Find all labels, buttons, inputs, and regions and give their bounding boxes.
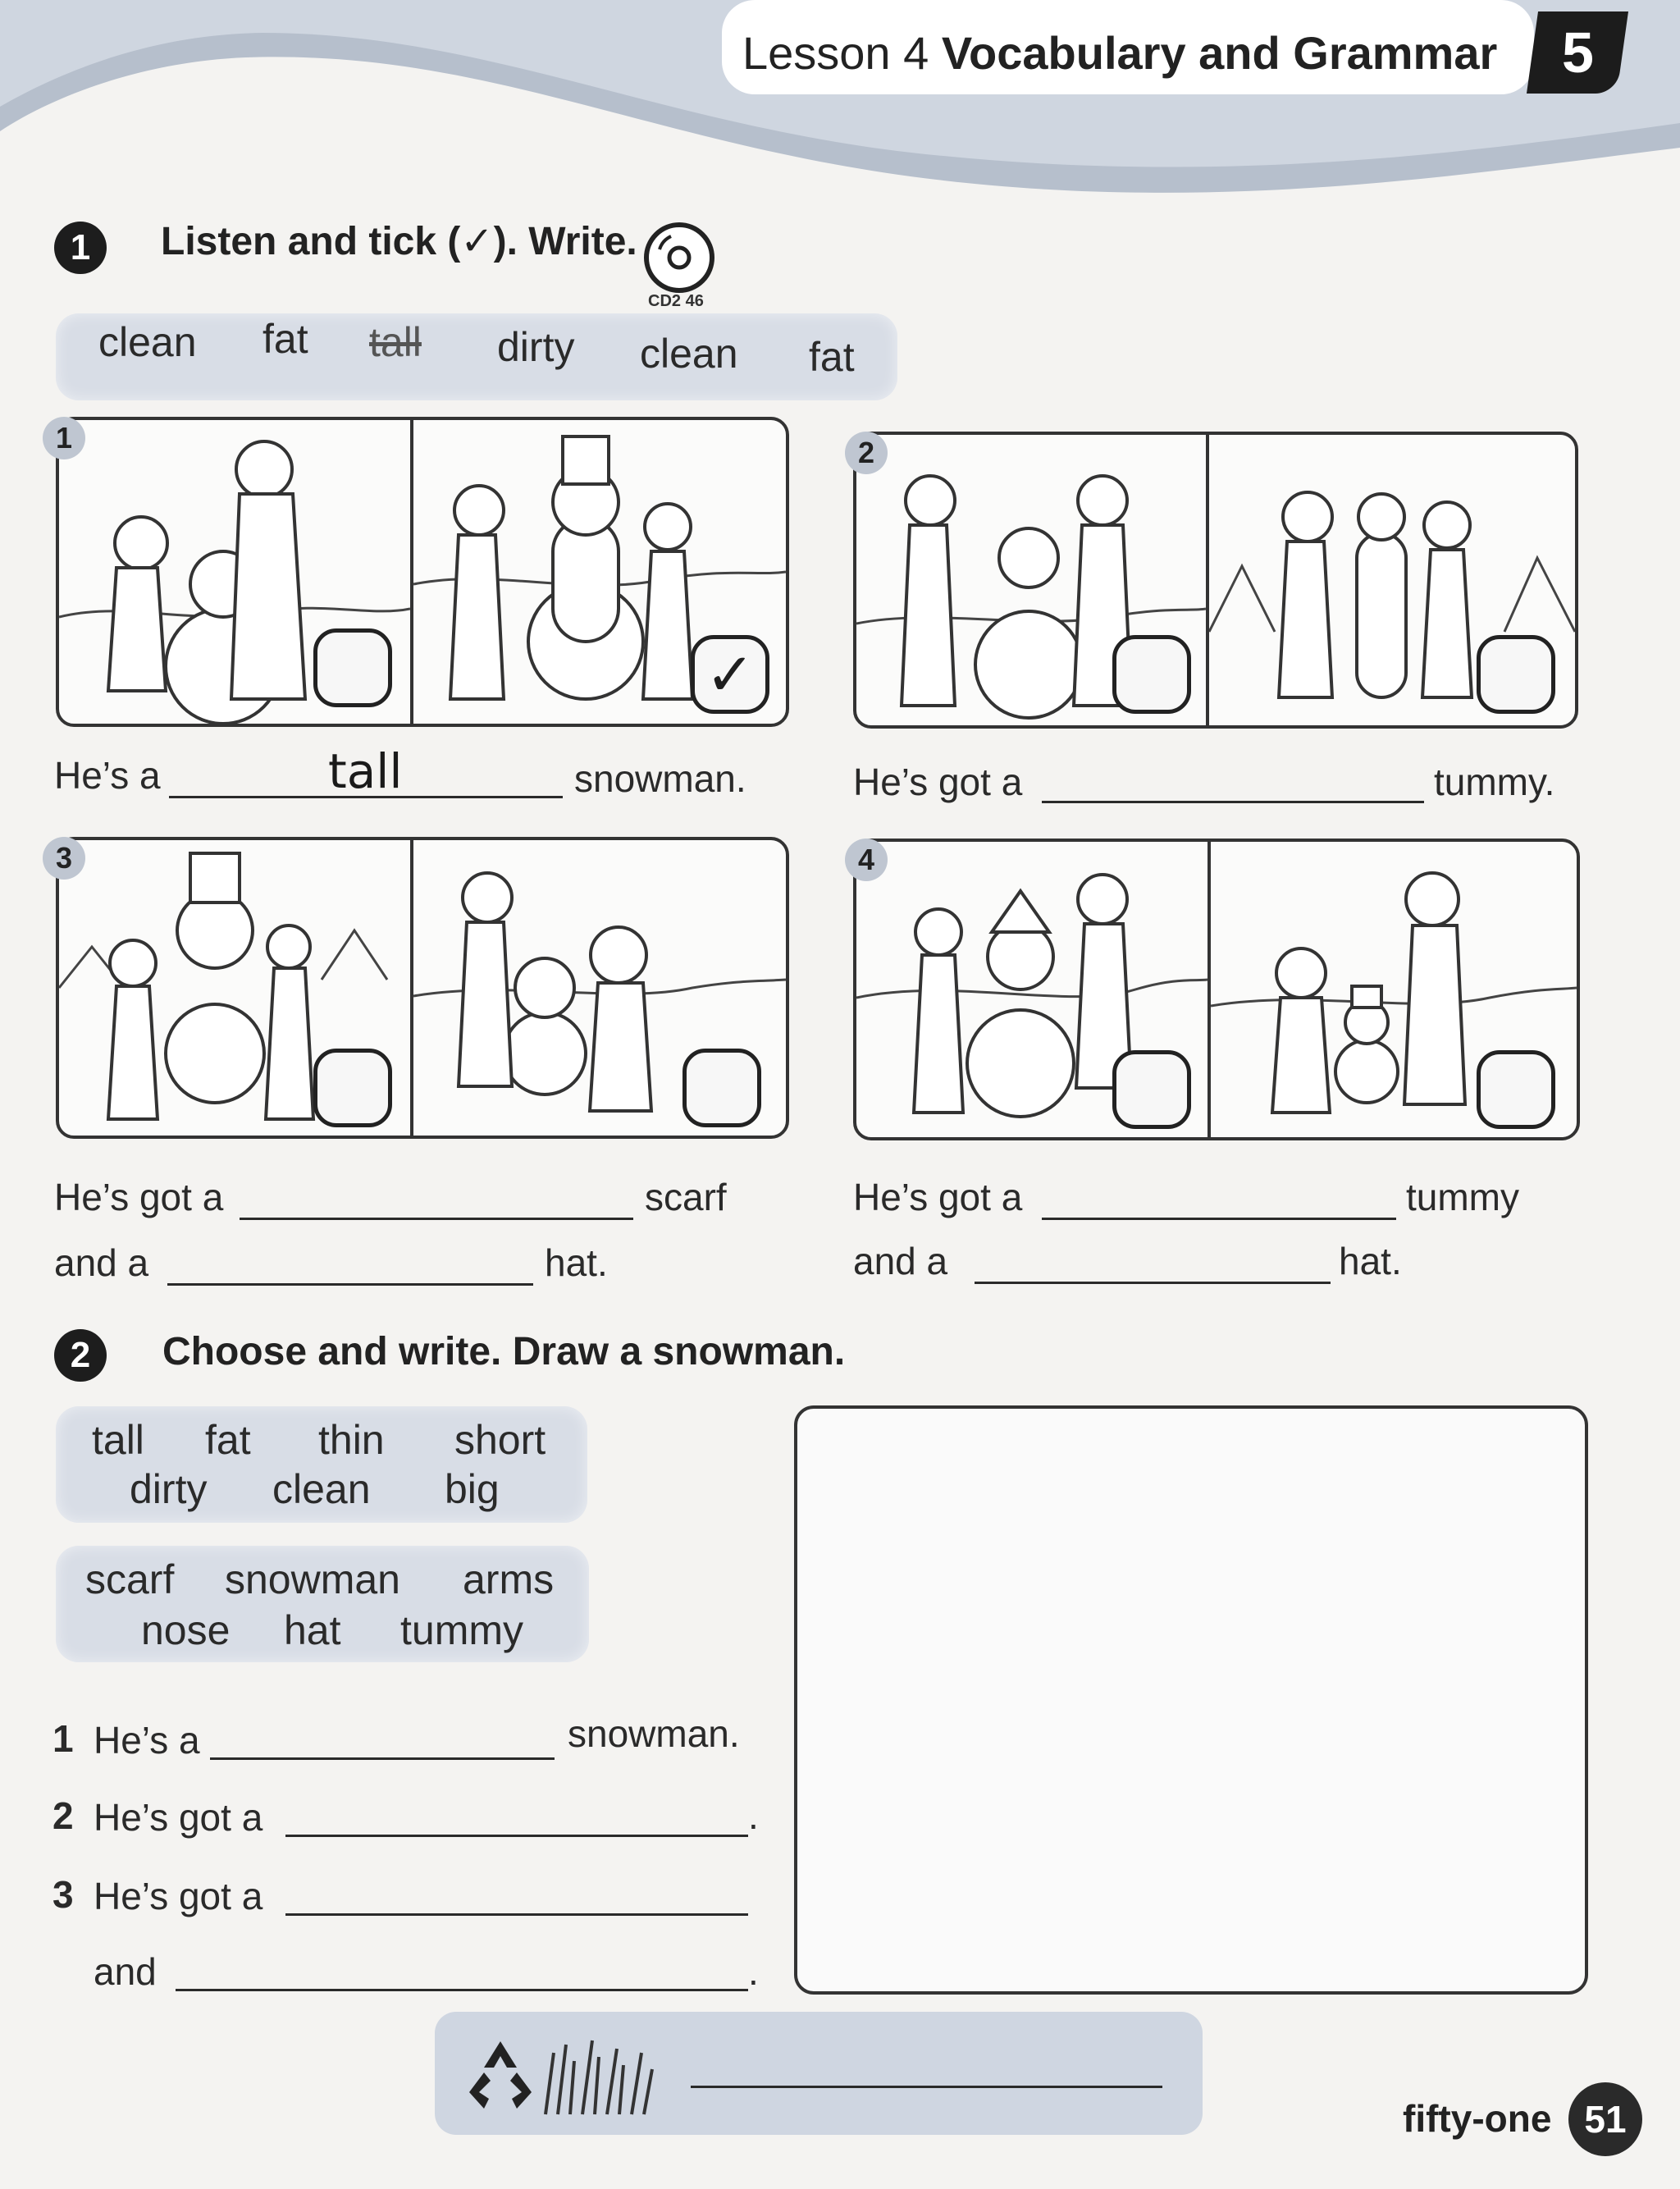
lesson-title [742, 26, 1497, 80]
tick-mark-icon: ✓ [705, 642, 756, 708]
panel-number: 2 [845, 432, 888, 474]
sentence-text: He’s got a [94, 1875, 263, 1917]
tick-box-right[interactable] [1477, 1050, 1555, 1129]
cd-track-label: CD2 46 [648, 292, 704, 310]
bank-word: tall [92, 1417, 144, 1463]
answer-blank[interactable] [1042, 1218, 1396, 1220]
panel-number: 1 [43, 417, 85, 459]
sentence-text: and [94, 1950, 157, 1993]
sentence-text: He’s got a [853, 1176, 1023, 1218]
picture-panel-3 [56, 837, 789, 1139]
exercise-2-instruction: Choose and write. Draw a snowman. [162, 1330, 846, 1373]
picture-panel-1 [56, 417, 789, 727]
exercise-1-word-bank [56, 313, 897, 400]
panel-number: 3 [43, 837, 85, 880]
sentence-number: 2 [52, 1794, 74, 1837]
bank-word: fat [262, 316, 308, 362]
sentence-text: scarf [645, 1176, 727, 1218]
answer-blank[interactable] [285, 1835, 748, 1837]
sentence-text: . [748, 1794, 759, 1837]
exercise-2-badge: 2 [54, 1329, 107, 1382]
sentence-text: He’s got a [853, 761, 1023, 803]
bank-word: scarf [85, 1556, 175, 1602]
sentence-text: and a [853, 1240, 948, 1282]
answer-blank[interactable] [176, 1989, 748, 1991]
sentence-text: snowman. [574, 757, 746, 800]
tick-box-left[interactable] [313, 1049, 392, 1127]
sentence-text: and a [54, 1241, 149, 1284]
exercise-1-instruction: Listen and tick (✓). Write. [161, 220, 637, 263]
bank-word: tummy [400, 1607, 523, 1653]
tick-box-left[interactable] [313, 628, 392, 707]
cd-icon [638, 217, 720, 299]
picture-panel-4 [853, 839, 1580, 1140]
answer-blank[interactable] [210, 1757, 555, 1760]
exercise-1-badge: 1 [54, 222, 107, 274]
bank-word: nose [141, 1607, 231, 1653]
sentence-text: hat. [545, 1241, 608, 1284]
sentence-number: 1 [52, 1717, 74, 1760]
sentence-text: tummy [1406, 1176, 1519, 1218]
bank-word: fat [205, 1417, 251, 1463]
answer-blank[interactable] [167, 1283, 533, 1286]
bank-word: dirty [130, 1466, 208, 1512]
sentence-text: He’s got a [94, 1796, 263, 1839]
sentence-text: tummy. [1434, 761, 1555, 803]
picture-panel-2 [853, 432, 1578, 729]
answer-blank[interactable] [1042, 801, 1424, 803]
tick-box-right[interactable] [691, 635, 769, 714]
answer-blank[interactable] [285, 1913, 748, 1916]
bank-word: clean [640, 331, 738, 377]
sentence-text: . [748, 1950, 759, 1993]
unit-number: 5 [1561, 21, 1594, 85]
bank-word: big [445, 1466, 500, 1512]
tick-box-left[interactable] [1112, 1050, 1191, 1129]
sentence-text: snowman. [568, 1712, 740, 1755]
page-number-badge: 51 [1568, 2082, 1642, 2156]
bank-word: clean [98, 319, 197, 365]
tick-box-right[interactable] [1477, 635, 1555, 714]
bank-word: arms [463, 1556, 555, 1602]
sentence-text: hat. [1339, 1240, 1402, 1282]
lesson-name: Vocabulary and Grammar [941, 27, 1498, 79]
answer-blank[interactable] [691, 2086, 1162, 2088]
tick-box-right[interactable] [682, 1049, 761, 1127]
snowman-drawing-area[interactable] [794, 1405, 1588, 1995]
sentence-number: 3 [52, 1873, 74, 1916]
recycle-banner [435, 2012, 1203, 2135]
grass-icon [541, 2036, 664, 2118]
page-word: fifty-one [1403, 2097, 1552, 2140]
handwritten-answer: tall [328, 743, 403, 799]
sentence-text: He’s got a [54, 1176, 224, 1218]
answer-blank[interactable] [240, 1218, 633, 1220]
tick-box-left[interactable] [1112, 635, 1191, 714]
adjective-word-bank [56, 1406, 587, 1523]
bank-word: fat [809, 334, 855, 380]
bank-word: clean [272, 1466, 371, 1512]
bank-word: thin [318, 1417, 385, 1463]
bank-word: snowman [225, 1556, 400, 1602]
noun-word-bank [56, 1546, 589, 1662]
bank-word: dirty [497, 324, 575, 370]
sentence-text: He’s a [94, 1719, 200, 1762]
bank-word: short [454, 1417, 546, 1463]
bank-word-crossed: tall [369, 319, 422, 365]
lesson-prefix: Lesson 4 [742, 27, 929, 79]
recycle-icon [459, 2035, 541, 2117]
unit-tab [1527, 11, 1628, 94]
panel-number: 4 [845, 839, 888, 881]
sentence-text: He’s a [54, 754, 161, 797]
bank-word: hat [284, 1607, 341, 1653]
answer-blank[interactable] [975, 1282, 1331, 1284]
